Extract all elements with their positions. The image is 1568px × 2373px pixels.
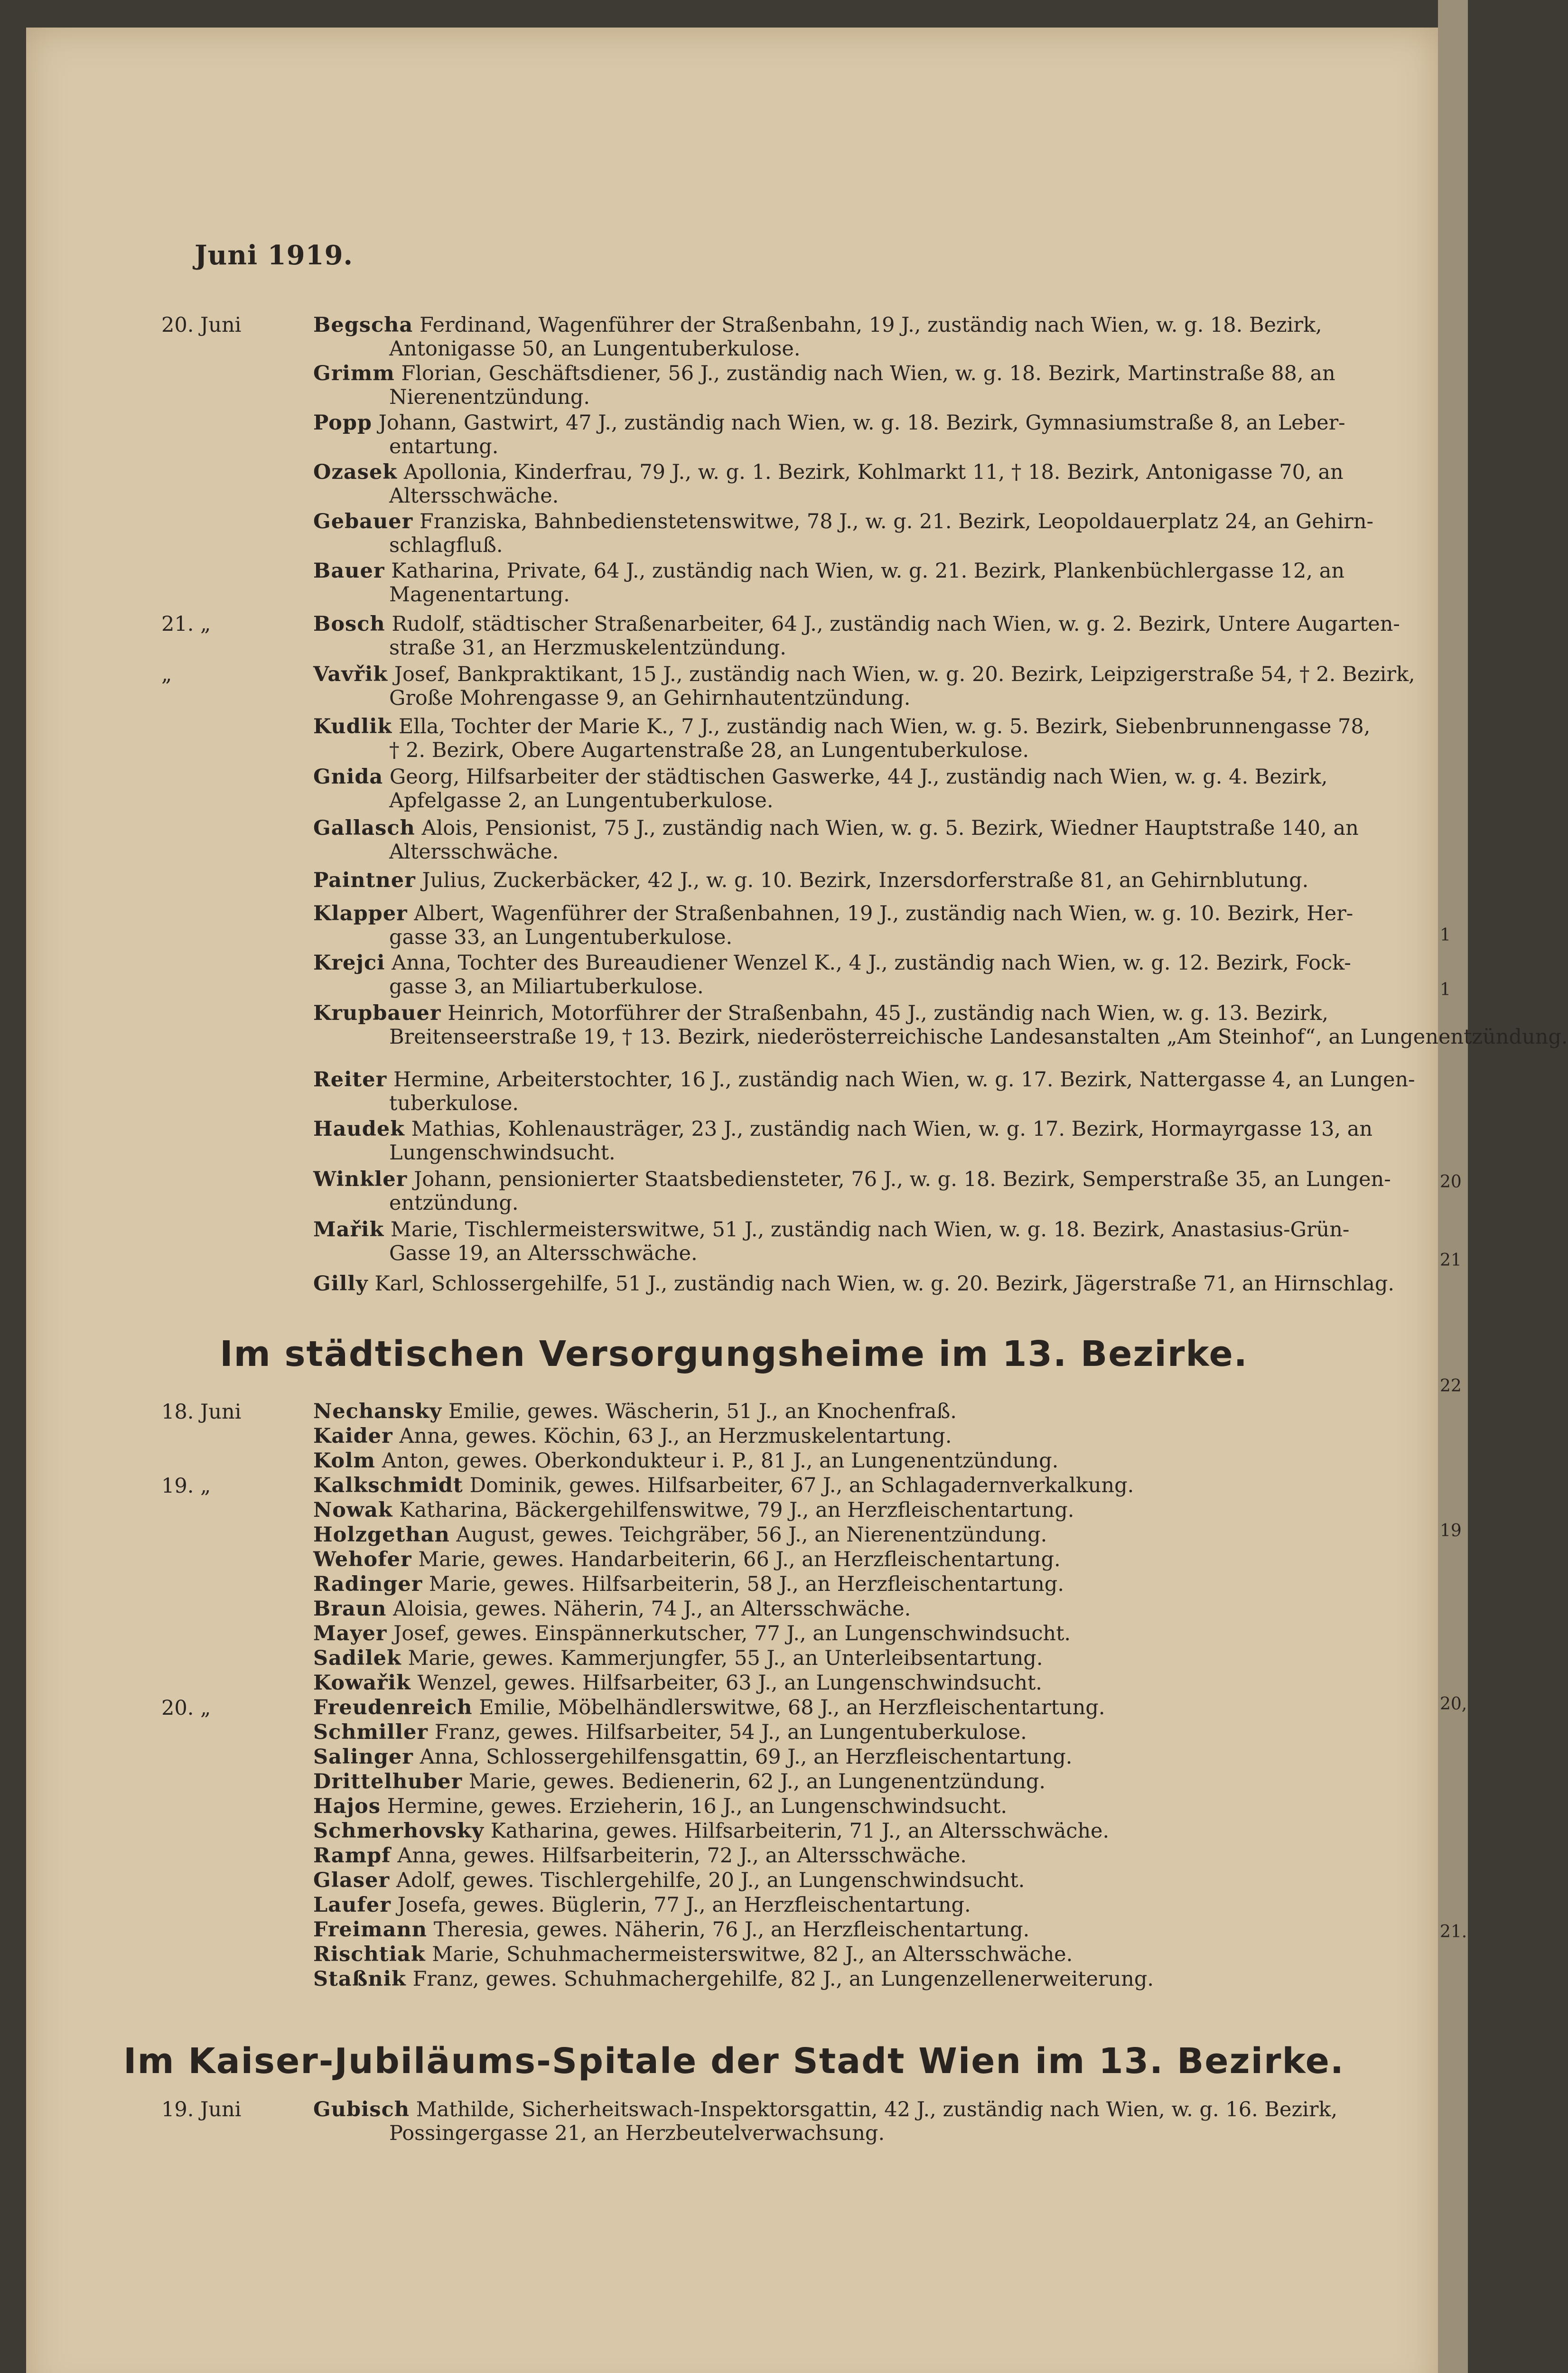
- entry-text: Katharina, Private, 64 J., zuständig nach Wien, w. g. 21. Bezirk, Plankenbüchlergasse 12, an: [391, 559, 1345, 583]
- heim-entry: [313, 1499, 1419, 1522]
- entry-surname: Vavřik: [313, 663, 388, 686]
- entry-continuation: Gasse 19, an Altersschwäche.: [389, 1242, 698, 1265]
- entry-text: Hermine, gewes. Erzieherin, 16 J., an Lungenschwindsucht.: [387, 1794, 1008, 1818]
- death-entry: [313, 1272, 1419, 1296]
- entry-text: Mathilde, Sicherheitswach-Inspektorsgattin, 42 J., zuständig nach Wien, w. g. 16. Bezirk,: [416, 2098, 1338, 2121]
- entry-surname: Drittelhuber: [313, 1770, 463, 1794]
- entry-line: [313, 362, 1419, 385]
- entry-text: Heinrich, Motorführer der Straßenbahn, 45 J., zuständig nach Wien, w. g. 13. Bezirk,: [448, 1001, 1329, 1025]
- death-entry: [313, 869, 1419, 892]
- entry-text: August, gewes. Teichgräber, 56 J., an Nierenentzündung.: [456, 1523, 1047, 1547]
- entry-surname: Winkler: [313, 1168, 408, 1191]
- entry-continuation: Große Mohrengasse 9, an Gehirnhautentzündung.: [389, 686, 911, 710]
- entry-line: [313, 1068, 1419, 1092]
- entry-surname: Popp: [313, 411, 372, 435]
- entry-surname: Rischtiak: [313, 1943, 426, 1966]
- entry-text: Franziska, Bahnbedienstetenswitwe, 78 J., w. g. 21. Bezirk, Leopoldauerplatz 24, an Gehirn-: [419, 510, 1374, 533]
- death-entry: [313, 951, 1419, 999]
- entry-text: Marie, gewes. Hilfsarbeiterin, 58 J., an Herzfleischentartung.: [429, 1572, 1064, 1596]
- heim-entry: [313, 1770, 1419, 1793]
- entry-text: Emilie, Möbelhändlerswitwe, 68 J., an Herzfleischentartung.: [479, 1696, 1105, 1719]
- margin-mark: 19: [1440, 1521, 1462, 1541]
- heim-entry: [313, 1598, 1419, 1620]
- entry-text: Anna, Tochter des Bureaudiener Wenzel K., 4 J., zuständig nach Wien, w. g. 12. Bezirk, Fock-: [392, 951, 1351, 975]
- entry-surname: Bauer: [313, 559, 385, 583]
- entry-continuation: schlagfluß.: [389, 533, 503, 557]
- heim-entry: [313, 1721, 1419, 1744]
- entry-surname: Schmerhovsky: [313, 1819, 484, 1843]
- entry-surname: Krejci: [313, 951, 385, 975]
- entry-text: Albert, Wagenführer der Straßenbahnen, 19 J., zuständig nach Wien, w. g. 10. Bezirk, Her-: [414, 902, 1353, 925]
- entry-line: [313, 902, 1419, 925]
- entry-continuation: Magenentartung.: [389, 583, 570, 607]
- entry-text: Anna, gewes. Köchin, 63 J., an Herzmuskelentartung.: [399, 1424, 952, 1448]
- entry-date: 19. Juni: [161, 2098, 242, 2121]
- entry-surname: Begscha: [313, 313, 413, 337]
- margin-mark: 1: [1440, 925, 1451, 945]
- entry-surname: Kalkschmidt: [313, 1474, 463, 1497]
- entry-text: Georg, Hilfsarbeiter der städtischen Gaswerke, 44 J., zuständig nach Wien, w. g. 4. Bezirk,: [389, 765, 1328, 789]
- heim-entry: [313, 1820, 1419, 1842]
- entry-text: Johann, Gastwirt, 47 J., zuständig nach Wien, w. g. 18. Bezirk, Gymnasiumstraße 8, an Leber-: [378, 411, 1345, 435]
- entry-line: [313, 1117, 1419, 1141]
- entry-surname: Gnida: [313, 765, 383, 789]
- margin-mark: 20,: [1440, 1694, 1467, 1714]
- death-entry: [313, 362, 1419, 409]
- section-title-versorgungsheim: Im städtischen Versorgungsheime im 13. Bezirke.: [220, 1334, 1248, 1374]
- entry-date: 19. „: [161, 1474, 211, 1498]
- entry-surname: Ozasek: [313, 460, 398, 484]
- entry-text: Josefa, gewes. Büglerin, 77 J., an Herzfleischentartung.: [397, 1893, 971, 1917]
- entry-continuation: † 2. Bezirk, Obere Augartenstraße 28, an Lungentuberkulose.: [389, 738, 1029, 762]
- entry-text: Mathias, Kohlenausträger, 23 J., zuständig nach Wien, w. g. 17. Bezirk, Hormayrgasse 13, an: [411, 1117, 1373, 1141]
- death-entry: [313, 1117, 1419, 1165]
- entry-text: Aloisia, gewes. Näherin, 74 J., an Altersschwäche.: [393, 1597, 911, 1621]
- heim-entry: [313, 1400, 1419, 1423]
- entry-surname: Nowak: [313, 1498, 393, 1522]
- entry-surname: Mayer: [313, 1622, 387, 1645]
- entry-surname: Mařik: [313, 1218, 384, 1242]
- entry-surname: Staßnik: [313, 1967, 406, 1991]
- entry-surname: Gebauer: [313, 510, 413, 533]
- entry-text: Julius, Zuckerbäcker, 42 J., w. g. 10. Bezirk, Inzersdorferstraße 81, an Gehirnblutung.: [422, 869, 1309, 892]
- margin-mark: 21: [1440, 1251, 1462, 1270]
- entry-text: Marie, gewes. Bedienerin, 62 J., an Lungenentzündung.: [468, 1770, 1046, 1794]
- death-entry: [313, 313, 1419, 361]
- entry-surname: Holzgethan: [313, 1523, 450, 1547]
- heim-entry: [313, 1449, 1419, 1472]
- heim-entry: [313, 1672, 1419, 1694]
- heim-entry: [313, 1425, 1419, 1448]
- entry-text: Katharina, gewes. Hilfsarbeiterin, 71 J., an Altersschwäche.: [490, 1819, 1110, 1843]
- entry-surname: Freimann: [313, 1918, 428, 1942]
- entry-text: Florian, Geschäftsdiener, 56 J., zuständig nach Wien, w. g. 18. Bezirk, Martinstraße 88, an: [401, 362, 1335, 385]
- entry-text: Franz, gewes. Schuhmachergehilfe, 82 J., an Lungenzellenerweiterung.: [412, 1967, 1154, 1991]
- entry-text: Katharina, Bäckergehilfenswitwe, 79 J., an Herzfleischentartung.: [399, 1498, 1074, 1522]
- death-entry: [313, 460, 1419, 508]
- adjacent-page-strip: [1438, 0, 1468, 2373]
- entry-text: Marie, gewes. Handarbeiterin, 66 J., an Herzfleischentartung.: [418, 1548, 1061, 1571]
- entry-date: 20. Juni: [161, 313, 242, 337]
- margin-mark: 1: [1440, 980, 1451, 1000]
- entry-line: [313, 1218, 1419, 1242]
- page-heading: Juni 1919.: [195, 240, 354, 271]
- entry-continuation: straße 31, an Herzmuskelentzündung.: [389, 636, 786, 660]
- entry-line: [313, 715, 1419, 738]
- entry-surname: Gilly: [313, 1272, 368, 1296]
- entry-text: Anton, gewes. Oberkondukteur i. P., 81 J., an Lungenentzündung.: [382, 1449, 1059, 1473]
- entry-text: Marie, gewes. Kammerjungfer, 55 J., an Unterleibsentartung.: [408, 1646, 1043, 1670]
- entry-continuation: entzündung.: [389, 1191, 519, 1215]
- entry-surname: Sadilek: [313, 1646, 401, 1670]
- entry-text: Apollonia, Kinderfrau, 79 J., w. g. 1. Bezirk, Kohlmarkt 11, † 18. Bezirk, Antonigasse 70, an: [403, 460, 1344, 484]
- entry-surname: Gubisch: [313, 2098, 410, 2121]
- entry-surname: Haudek: [313, 1117, 405, 1141]
- death-entry: [313, 1001, 1568, 1049]
- entry-text: Franz, gewes. Hilfsarbeiter, 54 J., an Lungentuberkulose.: [434, 1720, 1027, 1744]
- entry-continuation: Possingergasse 21, an Herzbeutelverwachsung.: [389, 2121, 885, 2145]
- entry-continuation: tuberkulose.: [389, 1092, 519, 1115]
- entry-date: 21. „: [161, 612, 211, 636]
- entry-line: [313, 951, 1419, 975]
- heim-entry: [313, 1894, 1419, 1916]
- heim-entry: [313, 1573, 1419, 1596]
- entry-text: Adolf, gewes. Tischlergehilfe, 20 J., an Lungenschwindsucht.: [396, 1869, 1025, 1892]
- margin-mark: 22: [1440, 1376, 1462, 1396]
- margin-mark: 21.: [1440, 1922, 1467, 1942]
- entry-text: Wenzel, gewes. Hilfsarbeiter, 63 J., an Lungenschwindsucht.: [417, 1671, 1042, 1695]
- entry-text: Dominik, gewes. Hilfsarbeiter, 67 J., an Schlagadernverkalkung.: [469, 1474, 1134, 1497]
- heim-entry: [313, 1647, 1419, 1670]
- heim-entry: [313, 1523, 1419, 1546]
- heim-entry: [313, 1474, 1419, 1497]
- death-entry: [313, 765, 1419, 813]
- entry-line: [313, 869, 1419, 892]
- entry-surname: Laufer: [313, 1893, 391, 1917]
- entry-surname: Paintner: [313, 869, 416, 892]
- entry-line: [313, 1272, 1419, 1296]
- margin-mark: 20: [1440, 1172, 1462, 1192]
- death-entry: [313, 1168, 1419, 1215]
- death-entry: [313, 902, 1419, 949]
- entry-text: Karl, Schlossergehilfe, 51 J., zuständig nach Wien, w. g. 20. Bezirk, Jägerstraße 71, an Hirnschlag.: [374, 1272, 1395, 1296]
- heim-entry: [313, 1696, 1419, 1719]
- entry-line: [313, 663, 1419, 686]
- entry-line: [313, 1168, 1419, 1191]
- heim-entry: [313, 1548, 1419, 1571]
- entry-continuation: gasse 3, an Miliartuberkulose.: [389, 975, 704, 999]
- entry-date: „: [161, 663, 172, 686]
- death-entry: [313, 715, 1419, 762]
- entry-line: [313, 559, 1419, 583]
- entry-text: Marie, Tischlermeisterswitwe, 51 J., zuständig nach Wien, w. g. 18. Bezirk, Anastasius-Grün-: [390, 1218, 1350, 1242]
- entry-date: 18. Juni: [161, 1400, 242, 1424]
- entry-continuation: Lungenschwindsucht.: [389, 1141, 616, 1165]
- entry-line: [313, 411, 1419, 435]
- heim-entry: [313, 1869, 1419, 1892]
- death-entry: [313, 411, 1419, 458]
- entry-surname: Glaser: [313, 1869, 390, 1892]
- entry-continuation: Antonigasse 50, an Lungentuberkulose.: [389, 337, 801, 361]
- entry-surname: Hajos: [313, 1794, 381, 1818]
- entry-line: [313, 510, 1419, 533]
- entry-surname: Krupbauer: [313, 1001, 441, 1025]
- entry-continuation: Altersschwäche.: [389, 840, 559, 864]
- heim-entry: [313, 1795, 1419, 1818]
- entry-surname: Klapper: [313, 902, 408, 925]
- entry-line: [313, 816, 1419, 840]
- entry-line: [313, 2098, 1419, 2121]
- entry-line: [313, 765, 1419, 789]
- entry-text: Anna, gewes. Hilfsarbeiterin, 72 J., an Altersschwäche.: [397, 1844, 967, 1868]
- entry-text: Josef, Bankpraktikant, 15 J., zuständig nach Wien, w. g. 20. Bezirk, Leipzigerstraße 54, † 2. Bezirk,: [394, 663, 1415, 686]
- entry-surname: Kudlik: [313, 715, 392, 738]
- entry-surname: Rampf: [313, 1844, 391, 1868]
- entry-surname: Reiter: [313, 1068, 387, 1092]
- heim-entry: [313, 1918, 1419, 1941]
- heim-entry: [313, 1622, 1419, 1645]
- entry-surname: Wehofer: [313, 1548, 412, 1571]
- entry-surname: Schmiller: [313, 1720, 429, 1744]
- entry-date: 20. „: [161, 1696, 211, 1720]
- entry-surname: Braun: [313, 1597, 387, 1621]
- entry-text: Alois, Pensionist, 75 J., zuständig nach Wien, w. g. 5. Bezirk, Wiedner Hauptstraße 140, an: [421, 816, 1359, 840]
- spital-entry: [313, 2098, 1419, 2145]
- entry-line: [313, 612, 1419, 636]
- entry-surname: Salinger: [313, 1745, 413, 1769]
- entry-text: Josef, gewes. Einspännerkutscher, 77 J., an Lungenschwindsucht.: [393, 1622, 1071, 1645]
- entry-line: [313, 313, 1419, 337]
- death-entry: [313, 612, 1419, 660]
- entry-text: Ella, Tochter der Marie K., 7 J., zuständig nach Wien, w. g. 5. Bezirk, Siebenbrunnengasse 78,: [398, 715, 1371, 738]
- section-title-spital: Im Kaiser-Jubiläums-Spitale der Stadt Wien im 13. Bezirke.: [123, 2041, 1345, 2082]
- entry-line: [313, 1001, 1419, 1025]
- entry-continuation: Apfelgasse 2, an Lungentuberkulose.: [389, 789, 774, 813]
- death-entry: [313, 816, 1419, 864]
- death-entry: [313, 663, 1419, 710]
- entry-line: [313, 460, 1419, 484]
- entry-text: Ferdinand, Wagenführer der Straßenbahn, 19 J., zuständig nach Wien, w. g. 18. Bezirk,: [419, 313, 1322, 337]
- entry-continuation: gasse 33, an Lungentuberkulose.: [389, 925, 733, 949]
- entry-continuation: Altersschwäche.: [389, 484, 559, 508]
- entry-text: Anna, Schlossergehilfensgattin, 69 J., an Herzfleischentartung.: [420, 1745, 1073, 1769]
- heim-entry: [313, 1844, 1419, 1867]
- entry-surname: Nechansky: [313, 1400, 442, 1423]
- heim-entry: [313, 1746, 1419, 1768]
- entry-surname: Grimm: [313, 362, 395, 385]
- heim-entry: [313, 1943, 1419, 1966]
- entry-text: Emilie, gewes. Wäscherin, 51 J., an Knochenfraß.: [448, 1400, 957, 1423]
- entry-continuation: entartung.: [389, 435, 499, 458]
- entry-surname: Gallasch: [313, 816, 415, 840]
- entry-surname: Kolm: [313, 1449, 375, 1473]
- death-entry: [313, 1218, 1419, 1265]
- entry-text: Marie, Schuhmachermeisterswitwe, 82 J., an Altersschwäche.: [432, 1943, 1073, 1966]
- entry-text: Hermine, Arbeiterstochter, 16 J., zuständig nach Wien, w. g. 17. Bezirk, Nattergasse 4, an Lungen-: [393, 1068, 1415, 1092]
- entry-text: Theresia, gewes. Näherin, 76 J., an Herzfleischentartung.: [433, 1918, 1030, 1942]
- entry-text: Johann, pensionierter Staatsbediensteter, 76 J., w. g. 18. Bezirk, Semperstraße 35, an Lungen-: [413, 1168, 1391, 1191]
- entry-continuation: Breitenseerstraße 19, † 13. Bezirk, niederösterreichische Landesanstalten „Am Steinhof“, an Lungenentzündung.: [389, 1025, 1568, 1049]
- entry-text: Rudolf, städtischer Straßenarbeiter, 64 J., zuständig nach Wien, w. g. 2. Bezirk, Untere Augarten-: [392, 612, 1400, 636]
- entry-continuation: Nierenentzündung.: [389, 385, 590, 409]
- death-entry: [313, 510, 1419, 557]
- entry-surname: Bosch: [313, 612, 385, 636]
- death-entry: [313, 1068, 1419, 1115]
- heim-entry: [313, 1968, 1419, 1990]
- entry-surname: Radinger: [313, 1572, 423, 1596]
- entry-surname: Kaider: [313, 1424, 393, 1448]
- death-entry: [313, 559, 1419, 607]
- entry-surname: Freudenreich: [313, 1696, 473, 1719]
- entry-surname: Kowařik: [313, 1671, 411, 1695]
